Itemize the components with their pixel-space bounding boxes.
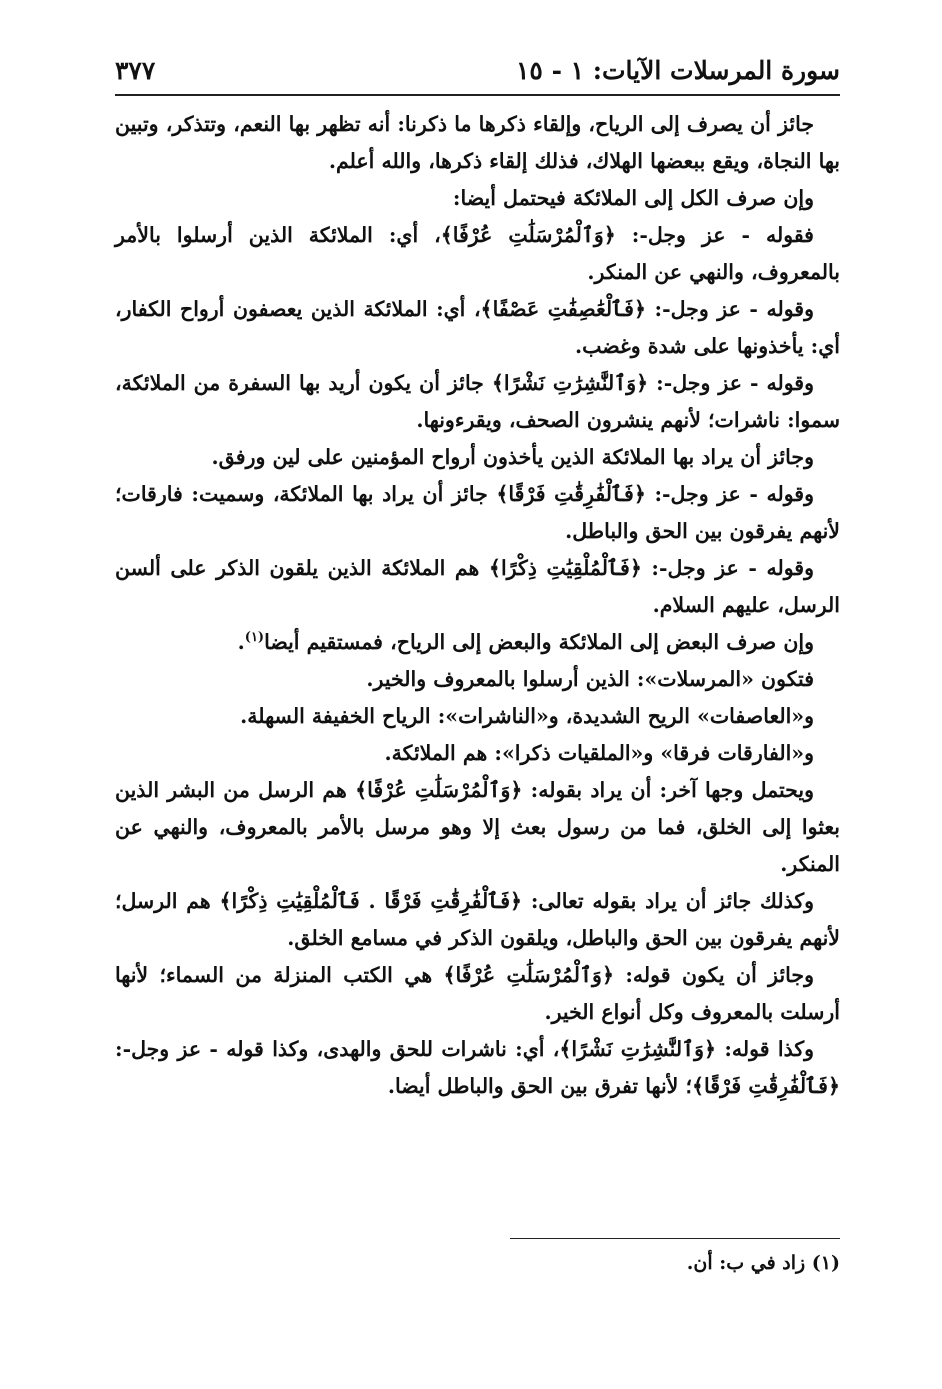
surah-title: سورة المرسلات الآيات: ١ - ١٥ — [516, 56, 840, 85]
paragraph: وكذا قوله: ﴿وَٱلنَّٰشِرَٰتِ نَشْرًا﴾، أي: ناشرات للحق والهدى، وكذا قوله - عز وجل-: ﴿فَٱلْفَٰرِقَٰتِ فَرْقًا﴾؛ لأنها تفرق بين الحق والباطل أيضا. — [115, 1037, 840, 1098]
footnote-divider — [510, 1238, 840, 1239]
page-number: ٣٧٧ — [115, 56, 156, 85]
paragraph: و«العاصفات» الريح الشديدة، و«الناشرات»: الرياح الخفيفة السهلة. — [240, 704, 814, 728]
paragraph: و«الفارقات فرقا» و«الملقيات ذكرا»: هم الملائكة. — [384, 741, 814, 765]
paragraph-with-footnote: وإن صرف البعض إلى الملائكة والبعض إلى الرياح، فمستقيم أيضا$^{(١)}$. — [237, 630, 814, 654]
paragraph: وكذلك جائز أن يراد بقوله تعالى: ﴿فَٱلْفَٰرِقَٰتِ فَرْقًا . فَٱلْمُلْقِيَٰتِ ذِكْرًا﴾ هم الرسل؛ لأنهم يفرقون بين الحق والباطل، ويلقون الذكر في مسامع الخلق. — [115, 889, 840, 950]
paragraph: وجائز أن يكون قوله: ﴿وَٱلْمُرْسَلَٰتِ عُرْفًا﴾ هي الكتب المنزلة من السماء؛ لأنها أرسلت بالمعروف وكل أنواع الخير. — [115, 963, 840, 1024]
paragraph: وقوله - عز وجل-: ﴿وَٱلنَّٰشِرَٰتِ نَشْرًا﴾ جائز أن يكون أريد بها السفرة من الملائكة، سموا: ناشرات؛ لأنهم ينشرون الصحف، ويقرءونها. — [115, 371, 840, 432]
footnote: (١) زاد في ب: أن. — [686, 1252, 840, 1274]
paragraph: وقوله - عز وجل-: ﴿فَٱلْفَٰرِقَٰتِ فَرْقًا﴾ جائز أن يراد بها الملائكة، وسميت: فارقات؛ لأنهم يفرقون بين الحق والباطل. — [115, 482, 840, 543]
page-header — [115, 50, 840, 96]
paragraph: جائز أن يصرف إلى الرياح، وإلقاء ذكرها ما ذكرنا: أنه تظهر بها النعم، وتتذكر، وتبين بها النجاة، ويقع ببعضها الهلاك، فذلك إلقاء ذكرها، والله أعلم. — [115, 112, 840, 173]
paragraph: وجائز أن يراد بها الملائكة الذين يأخذون أرواح المؤمنين على لين ورفق. — [211, 445, 814, 469]
footnote-marker: (١) — [244, 630, 265, 646]
paragraph-text: وإن صرف البعض إلى الملائكة والبعض إلى الرياح، فمستقيم أيضا — [264, 630, 814, 654]
paragraph: ويحتمل وجها آخر: أن يراد بقوله: ﴿وَٱلْمُرْسَلَٰتِ عُرْفًا﴾ هم الرسل من البشر الذين بعثوا إلى الخلق، فما من رسول بعث إلا وهو مرسل بالأمر بالمعروف، والنهي عن المنكر. — [115, 778, 840, 876]
paragraph: فقوله - عز وجل-: ﴿وَٱلْمُرْسَلَٰتِ عُرْفًا﴾، أي: الملائكة الذين أرسلوا بالأمر بالمعروف، والنهي عن المنكر. — [115, 223, 840, 284]
paragraph: وإن صرف الكل إلى الملائكة فيحتمل أيضا: — [452, 186, 814, 210]
paragraph: وقوله - عز وجل-: ﴿فَٱلْمُلْقِيَٰتِ ذِكْرًا﴾ هم الملائكة الذين يلقون الذكر على ألسن الرسل، عليهم السلام. — [115, 556, 840, 617]
main-text — [115, 106, 840, 1105]
paragraph: فتكون «المرسلات»: الذين أرسلوا بالمعروف والخير. — [366, 667, 814, 691]
paragraph: وقوله - عز وجل-: ﴿فَٱلْعَٰصِفَٰتِ عَصْفًا﴾، أي: الملائكة الذين يعصفون أرواح الكفار، أي: يأخذونها على شدة وغضب. — [115, 297, 840, 358]
